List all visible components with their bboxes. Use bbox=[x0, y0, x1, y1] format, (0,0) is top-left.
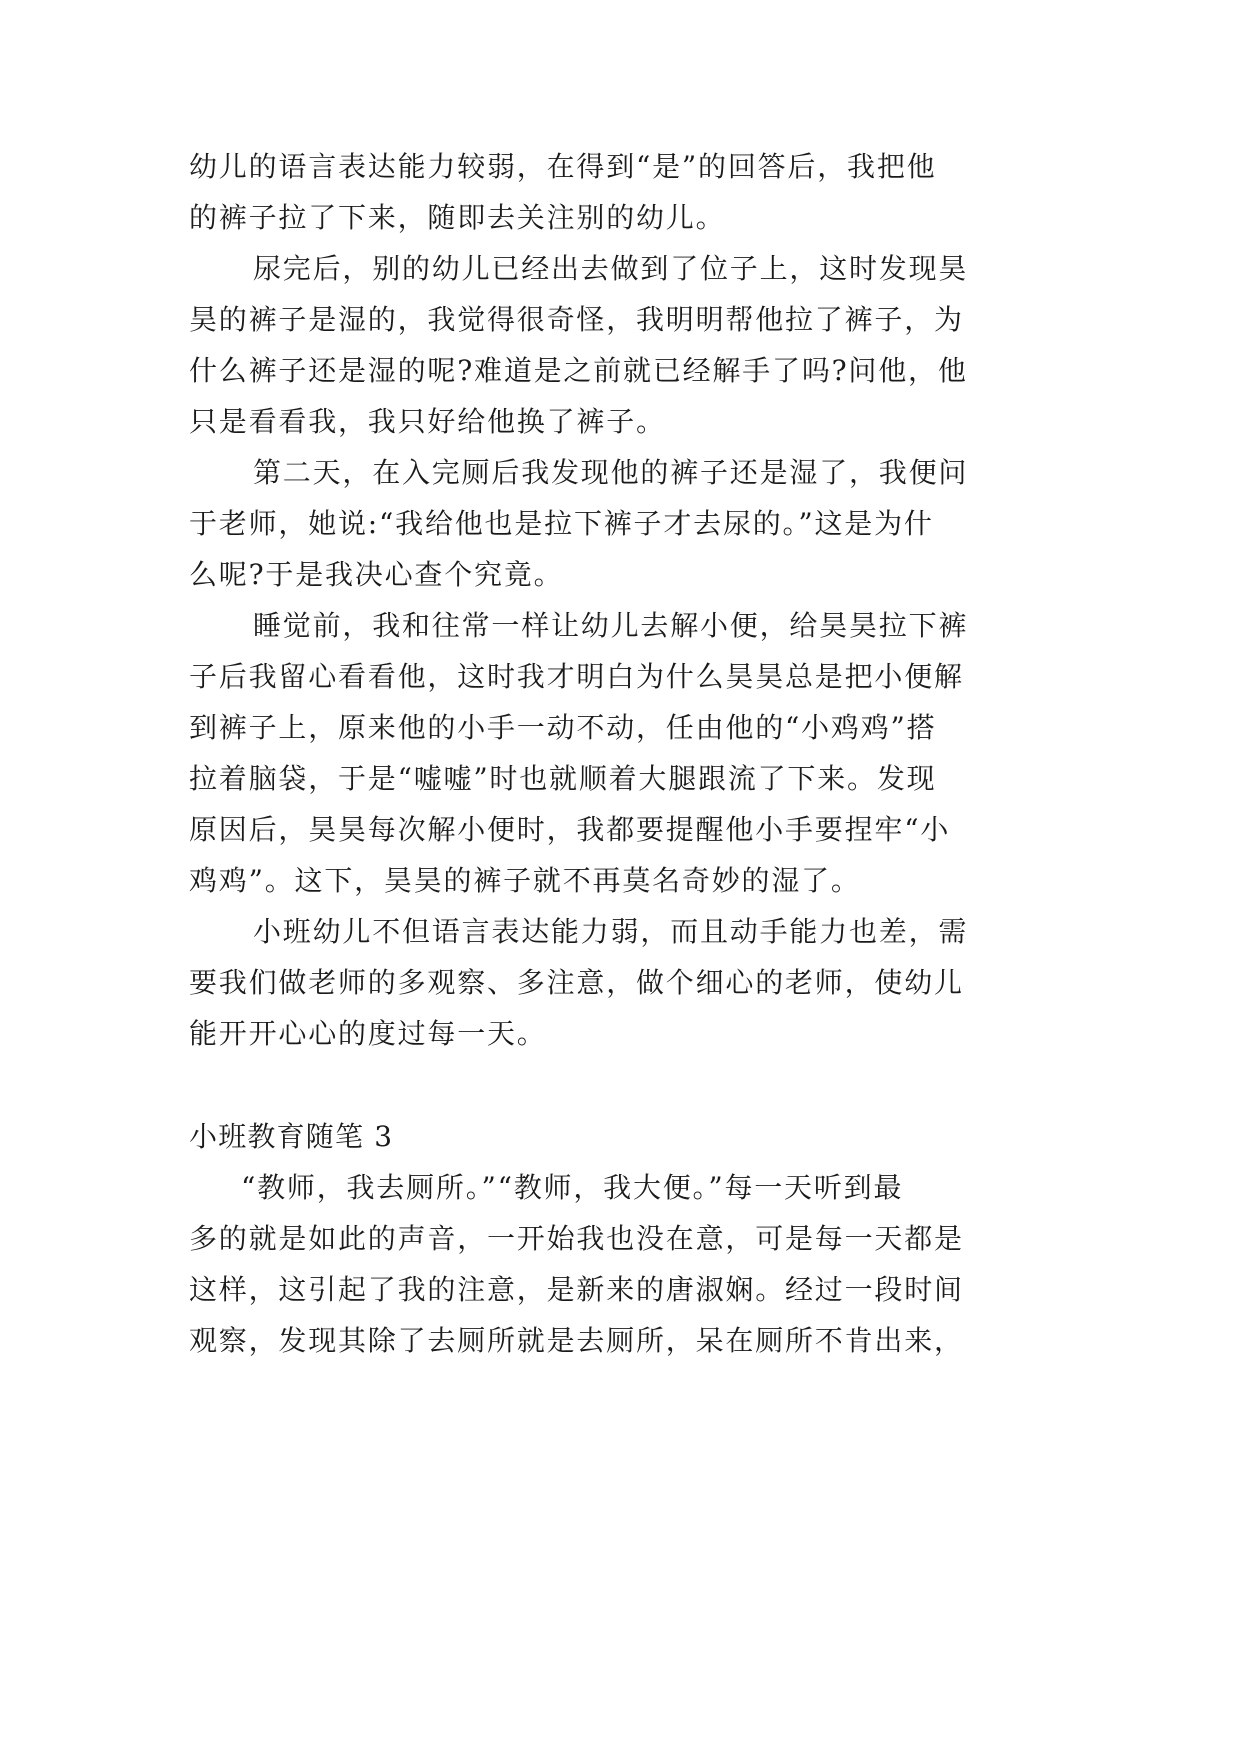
text-line: 第二天，在入完厕后我发现他的裤子还是湿了，我便问 bbox=[253, 456, 969, 489]
text-line: 到裤子上，原来他的小手一动不动，任由他的“小鸡鸡”搭 bbox=[189, 711, 937, 744]
text-line: “教师，我去厕所。”“教师，我大便。”每一天听到最 bbox=[241, 1171, 904, 1204]
text-line: 于老师，她说:“我给他也是拉下裤子才去尿的。”这是为什 bbox=[189, 507, 934, 540]
text-line: 小班幼儿不但语言表达能力弱，而且动手能力也差，需 bbox=[253, 915, 969, 948]
text-line: 尿完后，别的幼儿已经出去做到了位子上，这时发现昊 bbox=[253, 252, 969, 285]
text-line: 睡觉前，我和往常一样让幼儿去解小便，给昊昊拉下裤 bbox=[253, 609, 969, 642]
text-line: 拉着脑袋，于是“嘘嘘”时也就顺着大腿跟流了下来。发现 bbox=[189, 762, 937, 795]
text-line: 么呢?于是我决心查个究竟。 bbox=[189, 558, 564, 591]
text-line: 多的就是如此的声音，一开始我也没在意，可是每一天都是 bbox=[189, 1222, 964, 1255]
section-title: 小班教育随笔 3 bbox=[189, 1120, 394, 1153]
text-line: 什么裤子还是湿的呢?难道是之前就已经解手了吗?问他，他 bbox=[189, 354, 968, 387]
text-line: 只是看看我，我只好给他换了裤子。 bbox=[189, 405, 666, 438]
text-line: 要我们做老师的多观察、多注意，做个细心的老师，使幼儿 bbox=[189, 966, 964, 999]
text-line: 的裤子拉了下来，随即去关注别的幼儿。 bbox=[189, 201, 726, 234]
text-line: 鸡鸡”。这下，昊昊的裤子就不再莫名奇妙的湿了。 bbox=[189, 864, 861, 897]
text-line: 观察，发现其除了去厕所就是去厕所，呆在厕所不肯出来， bbox=[189, 1324, 964, 1357]
text-line: 幼儿的语言表达能力较弱，在得到“是”的回答后，我把他 bbox=[189, 150, 937, 183]
text-line: 原因后，昊昊每次解小便时，我都要提醒他小手要捏牢“小 bbox=[189, 813, 951, 846]
text-line: 昊的裤子是湿的，我觉得很奇怪，我明明帮他拉了裤子，为 bbox=[189, 303, 964, 336]
text-line: 能开开心心的度过每一天。 bbox=[189, 1017, 547, 1050]
text-line: 这样，这引起了我的注意，是新来的唐淑娴。经过一段时间 bbox=[189, 1273, 964, 1306]
text-line: 子后我留心看看他，这时我才明白为什么昊昊总是把小便解 bbox=[189, 660, 964, 693]
